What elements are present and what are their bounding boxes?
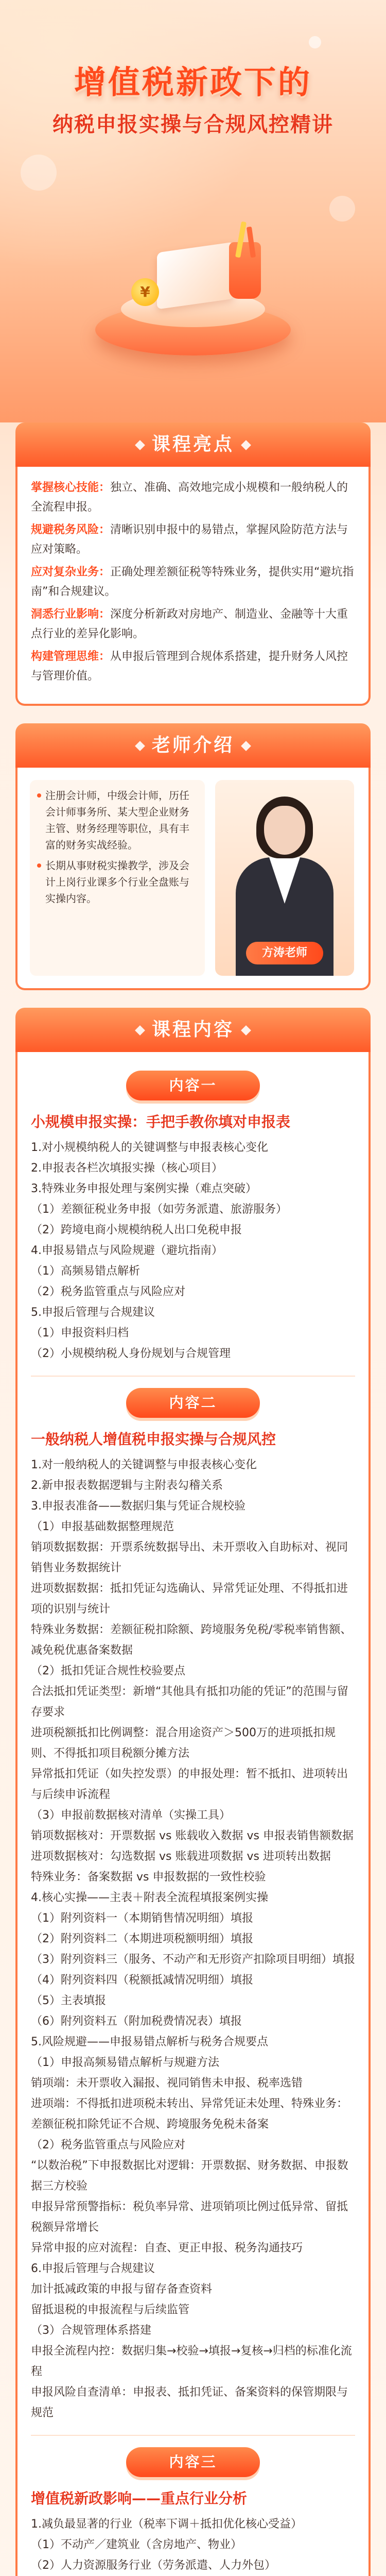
module-line: 留抵退税的申报流程与后续监管	[31, 2303, 190, 2316]
module-line: （1）申报基础数据整理规范	[31, 1520, 174, 1533]
module-line: （3）申报前数据核对清单（实操工具）	[31, 1809, 231, 1822]
module-tag: 内容一	[126, 1071, 260, 1100]
module-line: 1.对小规模纳税人的关键调整与申报表核心变化	[31, 1141, 268, 1154]
module-line: 申报异常预警指标：税负率异常、进项销项比例过低异常、留抵税额异常增长	[31, 2200, 348, 2234]
module-line: （1）申报高频易错点解析与规避方法	[31, 2056, 219, 2069]
module-tag: 内容二	[126, 1388, 260, 1418]
teacher-card	[15, 768, 371, 990]
highlight-item	[31, 563, 355, 602]
module-line: 申报全流程内控：数据归集→校验→填报→复核→归档的标准化流程	[31, 2345, 352, 2378]
section-teacher	[15, 723, 371, 990]
module-line: 申报风险自查清单：申报表、抵扣凭证、备案资料的保管期限与规范	[31, 2386, 348, 2419]
module-line: （2）税务监管重点与风险应对	[31, 1285, 185, 1298]
module-line: “以数治税”下申报数据比对逻辑：开票数据、财务数据、申报数据三方校验	[31, 2159, 348, 2193]
highlight-text: 独立、准确、高效地完成小规模和一般纳税人的全流程申报。	[31, 481, 348, 514]
module-line: 进项端：不得抵扣进项税未转出、异常凭证未处理、特殊业务：差额征税扣除凭证不合规、跨境服务免税未备案	[31, 2097, 348, 2131]
module-line: （5）主表填报	[31, 1994, 106, 2007]
bio-item: 长期从事财税实操教学，涉及会计上岗行业课多个行业全盘账与实操内容。	[37, 857, 198, 907]
highlight-item	[31, 520, 355, 560]
module-line: （2）抵扣凭证合规性校验要点	[31, 1665, 185, 1677]
module-tag: 内容三	[126, 2447, 260, 2477]
book-icon	[157, 242, 234, 309]
module-line: （1）不动产／建筑业（含房地产、物业）	[31, 2538, 242, 2551]
module-line: 异常申报的应对流程：自查、更正申报、税务沟通技巧	[31, 2242, 303, 2255]
module-line: 异常抵扣凭证（如失控发票）的申报处理：暂不抵扣、进项转出与后续申诉流程	[31, 1768, 348, 1801]
section-title: 老师介绍	[15, 723, 371, 768]
section-title: 课程亮点	[15, 422, 371, 467]
section-title: 课程内容	[15, 1008, 371, 1052]
module-divider	[31, 1376, 355, 1377]
section-header	[15, 422, 371, 467]
decor-bubble	[21, 155, 57, 191]
module-line: 加计抵减政策的申报与留存备查资料	[31, 2283, 213, 2296]
module-line: 合法抵扣凭证类型：新增“其他具有抵扣功能的凭证”的范围与留存要求	[31, 1685, 348, 1719]
hero-illustration	[95, 242, 291, 355]
module-line: （2）小规模纳税人身份规划与合规管理	[31, 1347, 231, 1360]
module-line: 进项数据核对：勾选数据 vs 账载进项数据 vs 进项转出数据	[31, 1850, 331, 1863]
module-line: （1）申报资料归档	[31, 1327, 129, 1340]
module-line: 5.申报后管理与合规建议	[31, 1306, 155, 1319]
teacher-bio	[30, 780, 205, 976]
teacher-photo	[215, 780, 354, 976]
highlight-text: 清晰识别申报中的易错点，掌握风险防范方法与应对策略。	[31, 523, 348, 556]
highlights-list	[15, 467, 371, 706]
module-line: 4.核心实操——主表＋附表全流程填报案例实操	[31, 1891, 268, 1904]
section-header	[15, 723, 371, 768]
module-line: （2）附列资料二（本期进项税额明细）填报	[31, 1933, 253, 1945]
module-line: （1）高频易错点解析	[31, 1265, 140, 1278]
highlight-key: 掌握核心技能：	[31, 481, 111, 494]
section-header	[15, 1008, 371, 1052]
highlight-key: 构建管理思维：	[31, 650, 111, 663]
module-subtitle: 一般纳税人增值税申报实操与合规风控	[31, 1431, 276, 1448]
module-line: （6）附列资料五（附加税费情况表）填报	[31, 2015, 242, 2028]
pen-holder-icon	[229, 242, 261, 299]
module-line: （1）差额征税业务申报（如劳务派遣、旅游服务）	[31, 1203, 287, 1216]
hero-subtitle: 纳税申报实操与合规风控精讲	[52, 113, 334, 137]
highlight-text: 深度分析新政对房地产、制造业、金融等十大重点行业的差异化影响。	[31, 608, 348, 640]
decor-bubble	[309, 36, 321, 48]
module-subtitle: 增值税新政影响——重点行业分析	[31, 2490, 248, 2507]
highlight-item	[31, 647, 355, 686]
coin-icon: ¥	[131, 278, 159, 306]
module-line: 3.特殊业务申报处理与案例实操（难点突破）	[31, 1182, 257, 1195]
highlight-key: 洞悉行业影响：	[31, 608, 111, 621]
highlight-key: 应对复杂业务：	[31, 566, 111, 579]
highlight-item	[31, 478, 355, 517]
teacher-name-badge: 方涛老师	[246, 942, 323, 964]
module-line: 销项数据核对：开票数据 vs 账载收入数据 vs 申报表销售额数据	[31, 1829, 354, 1842]
section-highlights	[15, 422, 371, 706]
hero-banner	[0, 0, 386, 422]
module-line: 6.申报后管理与合规建议	[31, 2262, 155, 2275]
module-line: 2.申报表各栏次填报实操（核心项目）	[31, 1162, 223, 1175]
module-line: 特殊业务：备案数据 vs 申报数据的一致性校验	[31, 1871, 266, 1884]
module-line: （1）附列资料一（本期销售情况明细）填报	[31, 1912, 253, 1925]
highlight-text: 正确处理差额征税等特殊业务，提供实用“避坑指南”和合规建议。	[31, 566, 354, 598]
teacher-face	[264, 806, 305, 855]
section-content	[15, 1008, 371, 2576]
module-subtitle: 小规模申报实操：手把手教你填对申报表	[31, 1113, 291, 1130]
content-body	[15, 1052, 371, 2576]
module-line: 特殊业务数据：差额征税扣除额、跨境服务免税/零税率销售额、减免税优惠备案数据	[31, 1623, 352, 1657]
module-line: 2.新申报表数据逻辑与主附表勾稽关系	[31, 1479, 223, 1492]
module-line: 进项数据数据：抵扣凭证勾选确认、异常凭证处理、不得抵扣进项的识别与统计	[31, 1582, 348, 1616]
module-divider	[31, 2435, 355, 2436]
hero-title: 增值税新政下的	[74, 63, 312, 101]
module-line: （2）跨境电商小规模纳税人出口免税申报	[31, 1224, 242, 1236]
module-line: 销项数据数据：开票系统数据导出、未开票收入自助标对、视同销售业务数据统计	[31, 1541, 348, 1574]
module-line: 进项税额抵扣比例调整：混合用途资产＞500万的进项抵扣规则、不得抵扣项目税额分摊方法	[31, 1726, 336, 1760]
module-line: （2）税务监管重点与风险应对	[31, 2139, 185, 2151]
decor-bubble	[329, 196, 355, 222]
module-line: 5.风险规避——申报易错点解析与税务合规要点	[31, 2036, 268, 2048]
module-line: 4.申报易错点与风险规避（避坑指南）	[31, 1244, 223, 1257]
content-modules	[31, 1071, 355, 2576]
module-line: 1.减负最显著的行业（税率下调＋抵扣优化核心受益）	[31, 2518, 302, 2531]
module-line: 1.对一般纳税人的关键调整与申报表核心变化	[31, 1459, 257, 1471]
module-line: 3.申报表准备——数据归集与凭证合规校验	[31, 1500, 245, 1513]
module-line: （3）合规管理体系搭建	[31, 2324, 151, 2337]
highlight-text: 从申报后管理到合规体系搭建，提升财务人风控与管理价值。	[31, 650, 348, 683]
bio-item: 注册会计师，中级会计师，历任会计师事务所、某大型企业财务主管、财务经理等职位，具有丰富的财务实战经验。	[37, 787, 198, 853]
module-line: （2）人力资源服务行业（劳务派遣、人力外包）	[31, 2559, 276, 2572]
highlight-item	[31, 605, 355, 644]
module-line: （3）附列资料三（服务、不动产和无形资产扣除项目明细）填报	[31, 1953, 355, 1966]
highlight-key: 规避税务风险：	[31, 523, 111, 536]
module-line: （4）附列资料四（税额抵减情况明细）填报	[31, 1974, 253, 1987]
module-line: 销项端：未开票收入漏报、视同销售未申报、税率选错	[31, 2077, 303, 2090]
